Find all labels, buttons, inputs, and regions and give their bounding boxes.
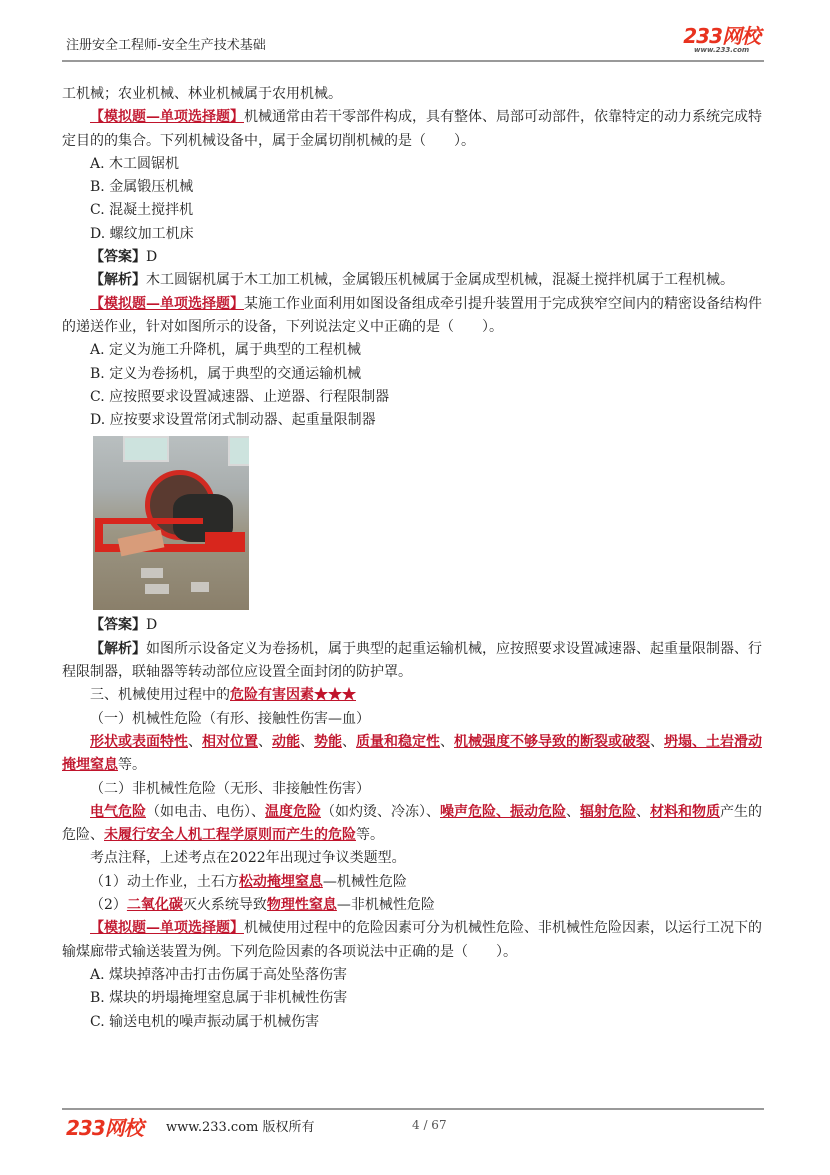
hazard-item: 机械强度不够导致的断裂或破裂 [454, 733, 650, 750]
photo-window [228, 436, 249, 466]
question-tag: 【模拟题—单项选择题】 [90, 109, 244, 126]
hazard-item: 质量和稳定性 [356, 733, 440, 750]
analysis-line [62, 638, 762, 685]
subsection-2-heading: （二）非机械性危险（无形、非接触性伤害） [90, 780, 370, 797]
photo-plank [118, 530, 165, 557]
answer-value: D [146, 249, 158, 266]
brand-logo [683, 26, 760, 54]
note-highlight: 二氧化碳 [126, 897, 183, 914]
analysis-line [62, 269, 762, 292]
photo-brick [141, 568, 163, 578]
hazard-item: 辐射危险 [580, 803, 636, 820]
hazard-note: （如电击、电伤）、 [146, 803, 265, 820]
option-c: C. 输送电机的噪声振动属于机械伤害 [90, 1013, 320, 1030]
hazard-item: 噪声危险、振动危险 [440, 803, 566, 820]
hazard-item: 温度危险 [265, 803, 321, 820]
answer-line [62, 246, 762, 269]
analysis-label: 【解析】 [90, 640, 146, 657]
question-tag: 【模拟题—单项选择题】 [90, 295, 244, 312]
hazard-item: 相对位置 [202, 733, 258, 750]
photo-brick [191, 582, 209, 592]
mechanical-hazard-list [62, 731, 762, 778]
page-header [62, 24, 764, 60]
hazard-item: 未履行安全人机工程学原则而产生的危险 [104, 827, 356, 844]
note-text: —机械性危险 [322, 873, 407, 890]
question-2-stem [62, 293, 762, 340]
hazard-item: 势能 [314, 733, 342, 750]
winch-photo [93, 436, 249, 610]
option-c: C. 应按照要求设置减速器、止逆器、行程限制器 [90, 388, 390, 405]
photo-frame [205, 532, 245, 546]
note-highlight: 物理性窒息 [266, 897, 337, 914]
hazard-item: 动能 [272, 733, 300, 750]
option-c: C. 混凝土搅拌机 [90, 202, 194, 219]
photo-frame [95, 518, 103, 552]
hazard-item: 电气危险 [90, 803, 146, 820]
separator: 、 [650, 733, 664, 750]
question-text: 机械通常由若干零部件构成，具有整体、局部可动部件，依靠特定的动力系统完成特定目的的集合。下列机械设备中，属于金属切削机械的是（ ）。 [62, 109, 762, 149]
separator: 、 [636, 803, 650, 820]
photo-brick [145, 584, 169, 594]
hazard-item: 材料和物质 [650, 803, 720, 820]
hazard-item: 形状或表面特性 [90, 733, 188, 750]
note-text: 灭火系统导致 [182, 897, 267, 914]
hazard-note: （如灼烫、冷冻）、 [321, 803, 440, 820]
option-b: B. 定义为卷扬机，属于典型的交通运输机械 [90, 365, 362, 382]
footer-copyright: www.233.com 版权所有 [166, 1120, 315, 1135]
question-3-stem [62, 917, 762, 964]
note-highlight: 松动掩埋窒息 [238, 873, 323, 890]
footer-divider [62, 1108, 764, 1110]
option-d: D. 应按要求设置常闭式制动器、起重量限制器 [90, 412, 376, 429]
non-mechanical-hazard-list [62, 801, 762, 848]
option-a: A. 定义为施工升降机，属于典型的工程机械 [90, 342, 362, 359]
subsection-1-heading: （一）机械性危险（有形、接触性伤害—血） [90, 710, 370, 727]
answer-line [62, 614, 762, 637]
section-heading [62, 684, 762, 707]
photo-frame [103, 518, 203, 524]
suffix: 等。 [356, 827, 384, 844]
logo-text: 233网校 [683, 24, 760, 48]
option-b: B. 煤块的坍塌掩埋窒息属于非机械性伤害 [90, 990, 348, 1007]
analysis-text: 如图所示设备定义为卷扬机，属于典型的起重运输机械，应按照要求设置减速器、起重量限制器、行程限制器，联轴器等转动部位应设置全面封闭的防护罩。 [62, 640, 762, 681]
answer-label: 【答案】 [90, 617, 146, 634]
suffix: 等。 [118, 757, 146, 774]
note-2 [62, 894, 762, 917]
hazard-item: 坍塌、土岩滑动掩埋窒息 [62, 733, 762, 774]
question-1-stem [62, 106, 762, 153]
logo-url: www.233.com [694, 46, 750, 54]
separator: 、 [440, 733, 454, 750]
section-heading-text: 三、机械使用过程中的 [90, 687, 230, 704]
paragraph: 工机械；农业机械、林业机械属于农用机械。 [62, 86, 342, 102]
note-1 [62, 871, 762, 894]
note-text: （1）动土作业，土石方 [90, 873, 239, 890]
answer-label: 【答案】 [90, 249, 146, 266]
note-intro: 考点注释，上述考点在2022年出现过争议类题型。 [90, 850, 406, 867]
separator: 、 [566, 803, 580, 820]
footer-logo: 233网校 [66, 1116, 143, 1140]
option-b: B. 金属锻压机械 [90, 179, 194, 196]
analysis-label: 【解析】 [90, 272, 146, 289]
analysis-text: 木工圆锯机属于木工加工机械，金属锻压机械属于金属成型机械，混凝土搅拌机属于工程机械。 [146, 272, 734, 289]
document-body [62, 83, 762, 1034]
section-highlight: 危险有害因素★★★ [230, 687, 356, 704]
option-a: A. 木工圆锯机 [90, 155, 180, 172]
option-d: D. 螺纹加工机床 [90, 225, 194, 242]
page-number: 4 / 67 [412, 1118, 447, 1132]
separator: 、 [300, 733, 314, 750]
question-text: 某施工作业面利用如图设备组成牵引提升装置用于完成狭窄空间内的精密设备结构件的递送作业，针对如图所示的设备，下列说法定义中正确的是（ ）。 [62, 295, 762, 335]
separator: 、 [188, 733, 202, 750]
option-a: A. 煤块掉落冲击打击伤属于高处坠落伤害 [90, 966, 348, 983]
photo-window [123, 436, 169, 462]
note-text: —非机械性危险 [336, 897, 435, 914]
document-title: 注册安全工程师-安全生产技术基础 [66, 38, 266, 53]
answer-value: D [146, 617, 158, 634]
hazard-note: 产生的危险、 [62, 803, 762, 844]
separator: 、 [258, 733, 272, 750]
question-tag: 【模拟题—单项选择题】 [90, 920, 244, 937]
question-text: 机械使用过程中的危险因素可分为机械性危险、非机械性危险因素，以运行工况下的输煤廊带式输送装置为例。下列危险因素的各项说法中正确的是（ ）。 [62, 920, 762, 960]
note-text: （2） [90, 897, 127, 914]
page-footer [66, 1112, 766, 1140]
header-divider [62, 60, 764, 62]
separator: 、 [342, 733, 356, 750]
